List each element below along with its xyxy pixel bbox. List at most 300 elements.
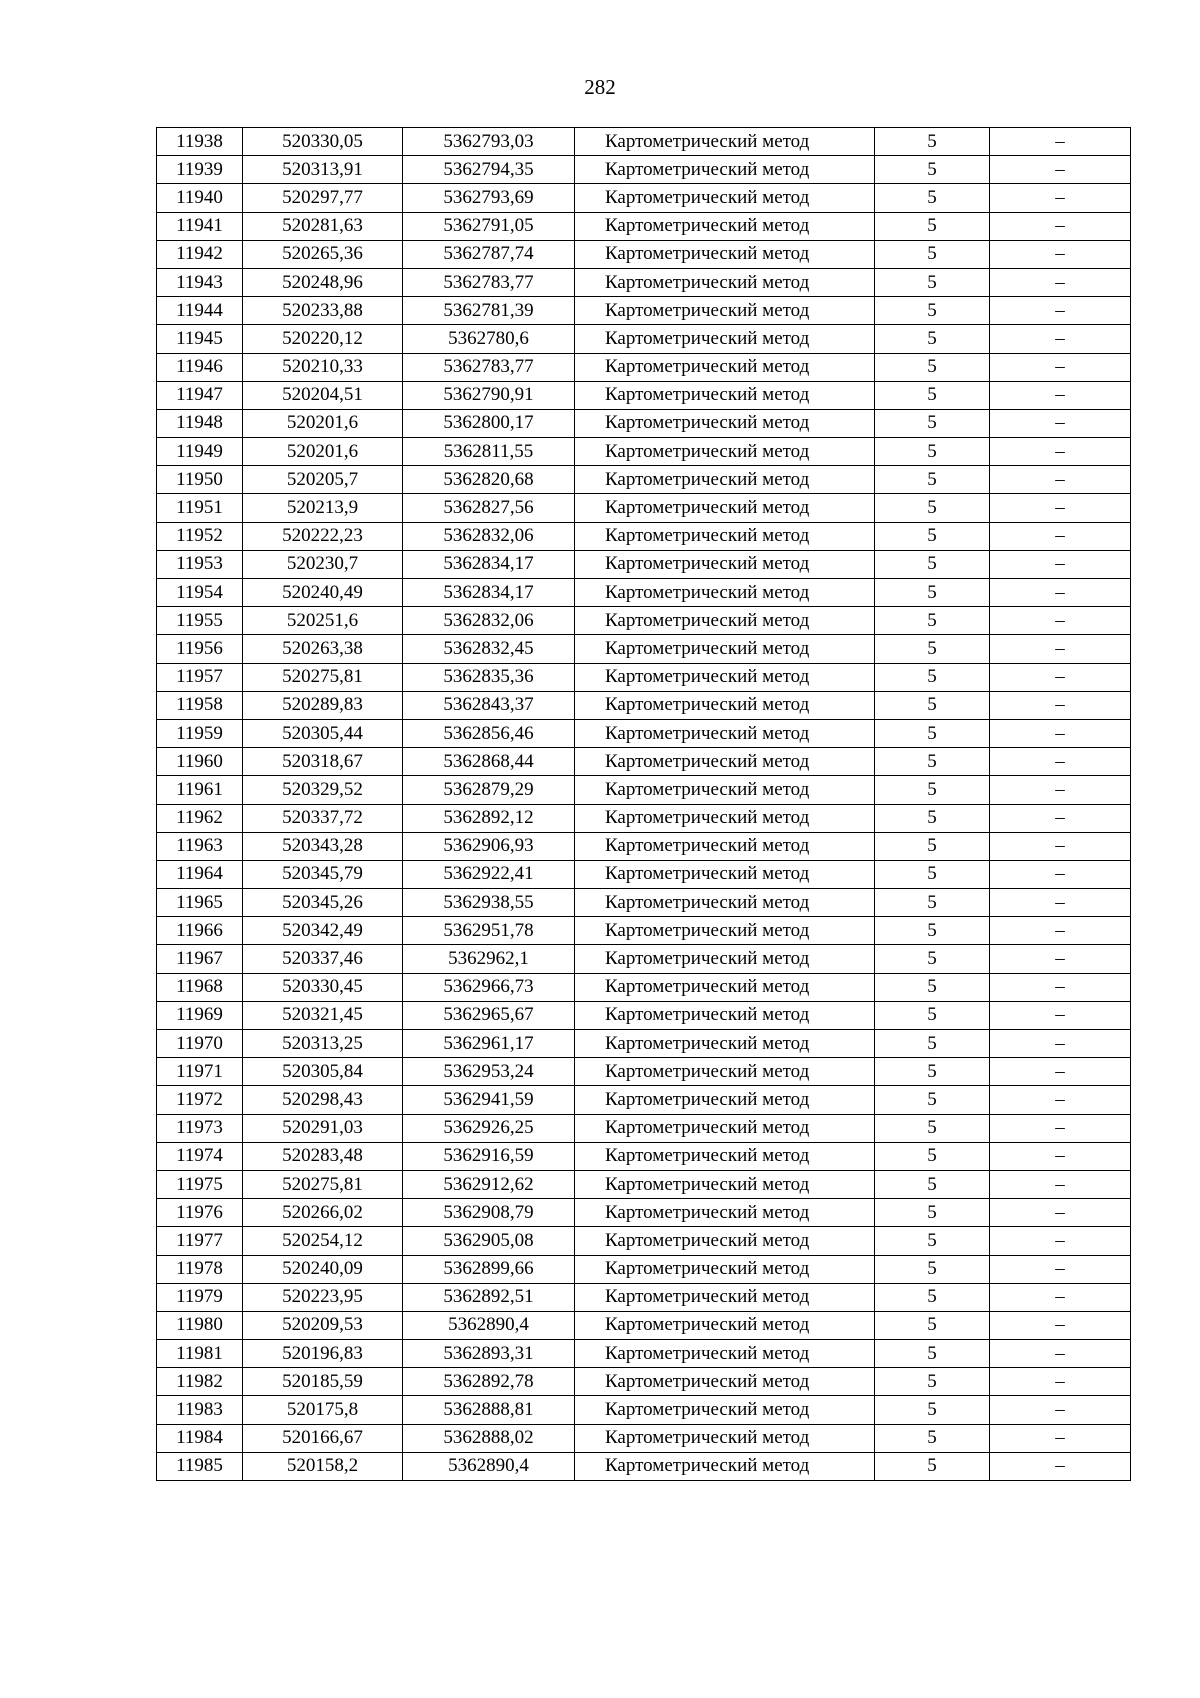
method-cell: Картометрический метод — [575, 579, 875, 607]
note-cell: – — [990, 691, 1131, 719]
y-coordinate-cell: 5362794,35 — [403, 156, 575, 184]
point-number-cell: 11946 — [157, 353, 243, 381]
accuracy-cell: 5 — [875, 804, 990, 832]
x-coordinate-cell: 520337,72 — [243, 804, 403, 832]
table-row — [157, 579, 1131, 607]
y-coordinate-cell: 5362941,59 — [403, 1086, 575, 1114]
accuracy-cell: 5 — [875, 1340, 990, 1368]
table-row — [157, 409, 1131, 437]
point-number-cell: 11948 — [157, 409, 243, 437]
note-cell: – — [990, 1424, 1131, 1452]
note-cell: – — [990, 1255, 1131, 1283]
y-coordinate-cell: 5362783,77 — [403, 353, 575, 381]
accuracy-cell: 5 — [875, 860, 990, 888]
y-coordinate-cell: 5362787,74 — [403, 240, 575, 268]
y-coordinate-cell: 5362905,08 — [403, 1227, 575, 1255]
note-cell: – — [990, 1227, 1131, 1255]
accuracy-cell: 5 — [875, 1227, 990, 1255]
point-number-cell: 11953 — [157, 550, 243, 578]
accuracy-cell: 5 — [875, 550, 990, 578]
accuracy-cell: 5 — [875, 1255, 990, 1283]
x-coordinate-cell: 520240,09 — [243, 1255, 403, 1283]
table-row — [157, 973, 1131, 1001]
x-coordinate-cell: 520313,25 — [243, 1030, 403, 1058]
table-row — [157, 1086, 1131, 1114]
point-number-cell: 11983 — [157, 1396, 243, 1424]
method-cell: Картометрический метод — [575, 325, 875, 353]
x-coordinate-cell: 520158,2 — [243, 1452, 403, 1480]
y-coordinate-cell: 5362879,29 — [403, 776, 575, 804]
note-cell: – — [990, 804, 1131, 832]
y-coordinate-cell: 5362856,46 — [403, 719, 575, 747]
method-cell: Картометрический метод — [575, 381, 875, 409]
note-cell: – — [990, 945, 1131, 973]
page-number: 282 — [584, 75, 616, 99]
point-number-cell: 11958 — [157, 691, 243, 719]
note-cell: – — [990, 522, 1131, 550]
method-cell: Картометрический метод — [575, 1086, 875, 1114]
point-number-cell: 11949 — [157, 438, 243, 466]
x-coordinate-cell: 520329,52 — [243, 776, 403, 804]
note-cell: – — [990, 776, 1131, 804]
y-coordinate-cell: 5362892,78 — [403, 1368, 575, 1396]
point-number-cell: 11941 — [157, 212, 243, 240]
note-cell: – — [990, 381, 1131, 409]
note-cell: – — [990, 466, 1131, 494]
method-cell: Картометрический метод — [575, 945, 875, 973]
table-row — [157, 1142, 1131, 1170]
method-cell: Картометрический метод — [575, 297, 875, 325]
accuracy-cell: 5 — [875, 607, 990, 635]
accuracy-cell: 5 — [875, 889, 990, 917]
point-number-cell: 11982 — [157, 1368, 243, 1396]
accuracy-cell: 5 — [875, 776, 990, 804]
y-coordinate-cell: 5362820,68 — [403, 466, 575, 494]
x-coordinate-cell: 520265,36 — [243, 240, 403, 268]
note-cell: – — [990, 1199, 1131, 1227]
point-number-cell: 11959 — [157, 719, 243, 747]
point-number-cell: 11950 — [157, 466, 243, 494]
x-coordinate-cell: 520318,67 — [243, 748, 403, 776]
method-cell: Картометрический метод — [575, 240, 875, 268]
y-coordinate-cell: 5362781,39 — [403, 297, 575, 325]
note-cell: – — [990, 268, 1131, 296]
method-cell: Картометрический метод — [575, 128, 875, 156]
method-cell: Картометрический метод — [575, 466, 875, 494]
y-coordinate-cell: 5362966,73 — [403, 973, 575, 1001]
y-coordinate-cell: 5362893,31 — [403, 1340, 575, 1368]
accuracy-cell: 5 — [875, 268, 990, 296]
y-coordinate-cell: 5362892,12 — [403, 804, 575, 832]
x-coordinate-cell: 520313,91 — [243, 156, 403, 184]
note-cell: – — [990, 832, 1131, 860]
x-coordinate-cell: 520345,26 — [243, 889, 403, 917]
point-number-cell: 11947 — [157, 381, 243, 409]
x-coordinate-cell: 520230,7 — [243, 550, 403, 578]
x-coordinate-cell: 520283,48 — [243, 1142, 403, 1170]
coordinates-table — [156, 127, 1131, 1481]
y-coordinate-cell: 5362922,41 — [403, 860, 575, 888]
note-cell: – — [990, 917, 1131, 945]
table-row — [157, 240, 1131, 268]
x-coordinate-cell: 520275,81 — [243, 1170, 403, 1198]
method-cell: Картометрический метод — [575, 776, 875, 804]
y-coordinate-cell: 5362832,45 — [403, 635, 575, 663]
x-coordinate-cell: 520222,23 — [243, 522, 403, 550]
method-cell: Картометрический метод — [575, 212, 875, 240]
accuracy-cell: 5 — [875, 635, 990, 663]
table-row — [157, 832, 1131, 860]
accuracy-cell: 5 — [875, 973, 990, 1001]
table-row — [157, 607, 1131, 635]
x-coordinate-cell: 520330,45 — [243, 973, 403, 1001]
table-row — [157, 860, 1131, 888]
y-coordinate-cell: 5362791,05 — [403, 212, 575, 240]
note-cell: – — [990, 1142, 1131, 1170]
x-coordinate-cell: 520248,96 — [243, 268, 403, 296]
table-row — [157, 1424, 1131, 1452]
accuracy-cell: 5 — [875, 691, 990, 719]
y-coordinate-cell: 5362780,6 — [403, 325, 575, 353]
x-coordinate-cell: 520201,6 — [243, 438, 403, 466]
method-cell: Картометрический метод — [575, 550, 875, 578]
x-coordinate-cell: 520251,6 — [243, 607, 403, 635]
point-number-cell: 11956 — [157, 635, 243, 663]
point-number-cell: 11965 — [157, 889, 243, 917]
note-cell: – — [990, 128, 1131, 156]
method-cell: Картометрический метод — [575, 917, 875, 945]
note-cell: – — [990, 353, 1131, 381]
table-row — [157, 1368, 1131, 1396]
method-cell: Картометрический метод — [575, 1283, 875, 1311]
point-number-cell: 11976 — [157, 1199, 243, 1227]
y-coordinate-cell: 5362961,17 — [403, 1030, 575, 1058]
method-cell: Картометрический метод — [575, 1340, 875, 1368]
point-number-cell: 11979 — [157, 1283, 243, 1311]
accuracy-cell: 5 — [875, 1058, 990, 1086]
note-cell: – — [990, 635, 1131, 663]
point-number-cell: 11940 — [157, 184, 243, 212]
table-row — [157, 748, 1131, 776]
accuracy-cell: 5 — [875, 1030, 990, 1058]
point-number-cell: 11984 — [157, 1424, 243, 1452]
method-cell: Картометрический метод — [575, 804, 875, 832]
note-cell: – — [990, 1340, 1131, 1368]
method-cell: Картометрический метод — [575, 1396, 875, 1424]
y-coordinate-cell: 5362912,62 — [403, 1170, 575, 1198]
accuracy-cell: 5 — [875, 1452, 990, 1480]
note-cell: – — [990, 1030, 1131, 1058]
point-number-cell: 11967 — [157, 945, 243, 973]
note-cell: – — [990, 748, 1131, 776]
table-row — [157, 804, 1131, 832]
table-row — [157, 128, 1131, 156]
note-cell: – — [990, 550, 1131, 578]
table-row — [157, 1114, 1131, 1142]
table-row — [157, 1283, 1131, 1311]
accuracy-cell: 5 — [875, 353, 990, 381]
method-cell: Картометрический метод — [575, 1368, 875, 1396]
table-row — [157, 691, 1131, 719]
point-number-cell: 11974 — [157, 1142, 243, 1170]
y-coordinate-cell: 5362951,78 — [403, 917, 575, 945]
y-coordinate-cell: 5362793,03 — [403, 128, 575, 156]
y-coordinate-cell: 5362892,51 — [403, 1283, 575, 1311]
point-number-cell: 11977 — [157, 1227, 243, 1255]
method-cell: Картометрический метод — [575, 184, 875, 212]
point-number-cell: 11954 — [157, 579, 243, 607]
accuracy-cell: 5 — [875, 212, 990, 240]
method-cell: Картометрический метод — [575, 156, 875, 184]
method-cell: Картометрический метод — [575, 1170, 875, 1198]
note-cell: – — [990, 1001, 1131, 1029]
note-cell: – — [990, 1058, 1131, 1086]
y-coordinate-cell: 5362899,66 — [403, 1255, 575, 1283]
x-coordinate-cell: 520305,84 — [243, 1058, 403, 1086]
method-cell: Картометрический метод — [575, 748, 875, 776]
accuracy-cell: 5 — [875, 579, 990, 607]
y-coordinate-cell: 5362962,1 — [403, 945, 575, 973]
y-coordinate-cell: 5362888,02 — [403, 1424, 575, 1452]
accuracy-cell: 5 — [875, 832, 990, 860]
point-number-cell: 11978 — [157, 1255, 243, 1283]
method-cell: Картометрический метод — [575, 1452, 875, 1480]
note-cell: – — [990, 607, 1131, 635]
x-coordinate-cell: 520209,53 — [243, 1311, 403, 1339]
accuracy-cell: 5 — [875, 1170, 990, 1198]
y-coordinate-cell: 5362790,91 — [403, 381, 575, 409]
accuracy-cell: 5 — [875, 748, 990, 776]
x-coordinate-cell: 520266,02 — [243, 1199, 403, 1227]
x-coordinate-cell: 520223,95 — [243, 1283, 403, 1311]
table-row — [157, 663, 1131, 691]
accuracy-cell: 5 — [875, 719, 990, 747]
accuracy-cell: 5 — [875, 1368, 990, 1396]
y-coordinate-cell: 5362832,06 — [403, 522, 575, 550]
y-coordinate-cell: 5362835,36 — [403, 663, 575, 691]
x-coordinate-cell: 520298,43 — [243, 1086, 403, 1114]
note-cell: – — [990, 184, 1131, 212]
accuracy-cell: 5 — [875, 1283, 990, 1311]
x-coordinate-cell: 520185,59 — [243, 1368, 403, 1396]
coordinates-table-body — [157, 128, 1131, 1481]
note-cell: – — [990, 1086, 1131, 1114]
y-coordinate-cell: 5362827,56 — [403, 494, 575, 522]
point-number-cell: 11973 — [157, 1114, 243, 1142]
y-coordinate-cell: 5362834,17 — [403, 579, 575, 607]
method-cell: Картометрический метод — [575, 409, 875, 437]
accuracy-cell: 5 — [875, 945, 990, 973]
x-coordinate-cell: 520342,49 — [243, 917, 403, 945]
note-cell: – — [990, 663, 1131, 691]
point-number-cell: 11938 — [157, 128, 243, 156]
point-number-cell: 11952 — [157, 522, 243, 550]
method-cell: Картометрический метод — [575, 1255, 875, 1283]
method-cell: Картометрический метод — [575, 889, 875, 917]
x-coordinate-cell: 520263,38 — [243, 635, 403, 663]
y-coordinate-cell: 5362834,17 — [403, 550, 575, 578]
table-row — [157, 353, 1131, 381]
point-number-cell: 11945 — [157, 325, 243, 353]
table-row — [157, 1452, 1131, 1480]
note-cell: – — [990, 1452, 1131, 1480]
point-number-cell: 11968 — [157, 973, 243, 1001]
table-row — [157, 184, 1131, 212]
table-row — [157, 550, 1131, 578]
point-number-cell: 11972 — [157, 1086, 243, 1114]
x-coordinate-cell: 520220,12 — [243, 325, 403, 353]
point-number-cell: 11955 — [157, 607, 243, 635]
table-row — [157, 1396, 1131, 1424]
accuracy-cell: 5 — [875, 466, 990, 494]
table-row — [157, 381, 1131, 409]
accuracy-cell: 5 — [875, 663, 990, 691]
x-coordinate-cell: 520275,81 — [243, 663, 403, 691]
method-cell: Картометрический метод — [575, 1114, 875, 1142]
y-coordinate-cell: 5362868,44 — [403, 748, 575, 776]
method-cell: Картометрический метод — [575, 691, 875, 719]
method-cell: Картометрический метод — [575, 1001, 875, 1029]
table-row — [157, 522, 1131, 550]
x-coordinate-cell: 520240,49 — [243, 579, 403, 607]
y-coordinate-cell: 5362965,67 — [403, 1001, 575, 1029]
y-coordinate-cell: 5362783,77 — [403, 268, 575, 296]
table-row — [157, 1340, 1131, 1368]
accuracy-cell: 5 — [875, 184, 990, 212]
table-row — [157, 1001, 1131, 1029]
x-coordinate-cell: 520201,6 — [243, 409, 403, 437]
note-cell: – — [990, 438, 1131, 466]
method-cell: Картометрический метод — [575, 973, 875, 1001]
note-cell: – — [990, 156, 1131, 184]
x-coordinate-cell: 520281,63 — [243, 212, 403, 240]
x-coordinate-cell: 520213,9 — [243, 494, 403, 522]
accuracy-cell: 5 — [875, 128, 990, 156]
method-cell: Картометрический метод — [575, 353, 875, 381]
table-row — [157, 325, 1131, 353]
method-cell: Картометрический метод — [575, 832, 875, 860]
table-row — [157, 635, 1131, 663]
table-row — [157, 1170, 1131, 1198]
table-row — [157, 889, 1131, 917]
point-number-cell: 11975 — [157, 1170, 243, 1198]
note-cell: – — [990, 297, 1131, 325]
note-cell: – — [990, 212, 1131, 240]
method-cell: Картометрический метод — [575, 438, 875, 466]
note-cell: – — [990, 1368, 1131, 1396]
note-cell: – — [990, 1396, 1131, 1424]
method-cell: Картометрический метод — [575, 1030, 875, 1058]
x-coordinate-cell: 520291,03 — [243, 1114, 403, 1142]
table-row — [157, 719, 1131, 747]
accuracy-cell: 5 — [875, 522, 990, 550]
note-cell: – — [990, 409, 1131, 437]
point-number-cell: 11951 — [157, 494, 243, 522]
accuracy-cell: 5 — [875, 409, 990, 437]
y-coordinate-cell: 5362906,93 — [403, 832, 575, 860]
table-row — [157, 1030, 1131, 1058]
x-coordinate-cell: 520343,28 — [243, 832, 403, 860]
table-row — [157, 268, 1131, 296]
note-cell: – — [990, 494, 1131, 522]
method-cell: Картометрический метод — [575, 607, 875, 635]
x-coordinate-cell: 520210,33 — [243, 353, 403, 381]
accuracy-cell: 5 — [875, 494, 990, 522]
point-number-cell: 11957 — [157, 663, 243, 691]
point-number-cell: 11966 — [157, 917, 243, 945]
accuracy-cell: 5 — [875, 1142, 990, 1170]
x-coordinate-cell: 520337,46 — [243, 945, 403, 973]
note-cell: – — [990, 1114, 1131, 1142]
y-coordinate-cell: 5362916,59 — [403, 1142, 575, 1170]
table-row — [157, 438, 1131, 466]
accuracy-cell: 5 — [875, 917, 990, 945]
point-number-cell: 11960 — [157, 748, 243, 776]
note-cell: – — [990, 579, 1131, 607]
note-cell: – — [990, 1311, 1131, 1339]
table-row — [157, 1227, 1131, 1255]
accuracy-cell: 5 — [875, 1311, 990, 1339]
y-coordinate-cell: 5362938,55 — [403, 889, 575, 917]
method-cell: Картометрический метод — [575, 1424, 875, 1452]
x-coordinate-cell: 520321,45 — [243, 1001, 403, 1029]
note-cell: – — [990, 860, 1131, 888]
y-coordinate-cell: 5362843,37 — [403, 691, 575, 719]
point-number-cell: 11985 — [157, 1452, 243, 1480]
method-cell: Картометрический метод — [575, 268, 875, 296]
y-coordinate-cell: 5362811,55 — [403, 438, 575, 466]
y-coordinate-cell: 5362832,06 — [403, 607, 575, 635]
accuracy-cell: 5 — [875, 1396, 990, 1424]
table-row — [157, 212, 1131, 240]
accuracy-cell: 5 — [875, 1424, 990, 1452]
table-row — [157, 297, 1131, 325]
table-row — [157, 917, 1131, 945]
y-coordinate-cell: 5362890,4 — [403, 1311, 575, 1339]
point-number-cell: 11963 — [157, 832, 243, 860]
method-cell: Картометрический метод — [575, 663, 875, 691]
table-row — [157, 1199, 1131, 1227]
point-number-cell: 11964 — [157, 860, 243, 888]
point-number-cell: 11962 — [157, 804, 243, 832]
y-coordinate-cell: 5362908,79 — [403, 1199, 575, 1227]
method-cell: Картометрический метод — [575, 1199, 875, 1227]
x-coordinate-cell: 520233,88 — [243, 297, 403, 325]
table-row — [157, 776, 1131, 804]
table-row — [157, 1255, 1131, 1283]
method-cell: Картометрический метод — [575, 635, 875, 663]
method-cell: Картометрический метод — [575, 1227, 875, 1255]
method-cell: Картометрический метод — [575, 522, 875, 550]
point-number-cell: 11971 — [157, 1058, 243, 1086]
note-cell: – — [990, 325, 1131, 353]
table-row — [157, 1311, 1131, 1339]
x-coordinate-cell: 520289,83 — [243, 691, 403, 719]
x-coordinate-cell: 520196,83 — [243, 1340, 403, 1368]
accuracy-cell: 5 — [875, 438, 990, 466]
y-coordinate-cell: 5362888,81 — [403, 1396, 575, 1424]
accuracy-cell: 5 — [875, 1001, 990, 1029]
point-number-cell: 11944 — [157, 297, 243, 325]
method-cell: Картометрический метод — [575, 1142, 875, 1170]
table-row — [157, 945, 1131, 973]
x-coordinate-cell: 520166,67 — [243, 1424, 403, 1452]
x-coordinate-cell: 520254,12 — [243, 1227, 403, 1255]
table-row — [157, 494, 1131, 522]
x-coordinate-cell: 520345,79 — [243, 860, 403, 888]
note-cell: – — [990, 719, 1131, 747]
x-coordinate-cell: 520297,77 — [243, 184, 403, 212]
